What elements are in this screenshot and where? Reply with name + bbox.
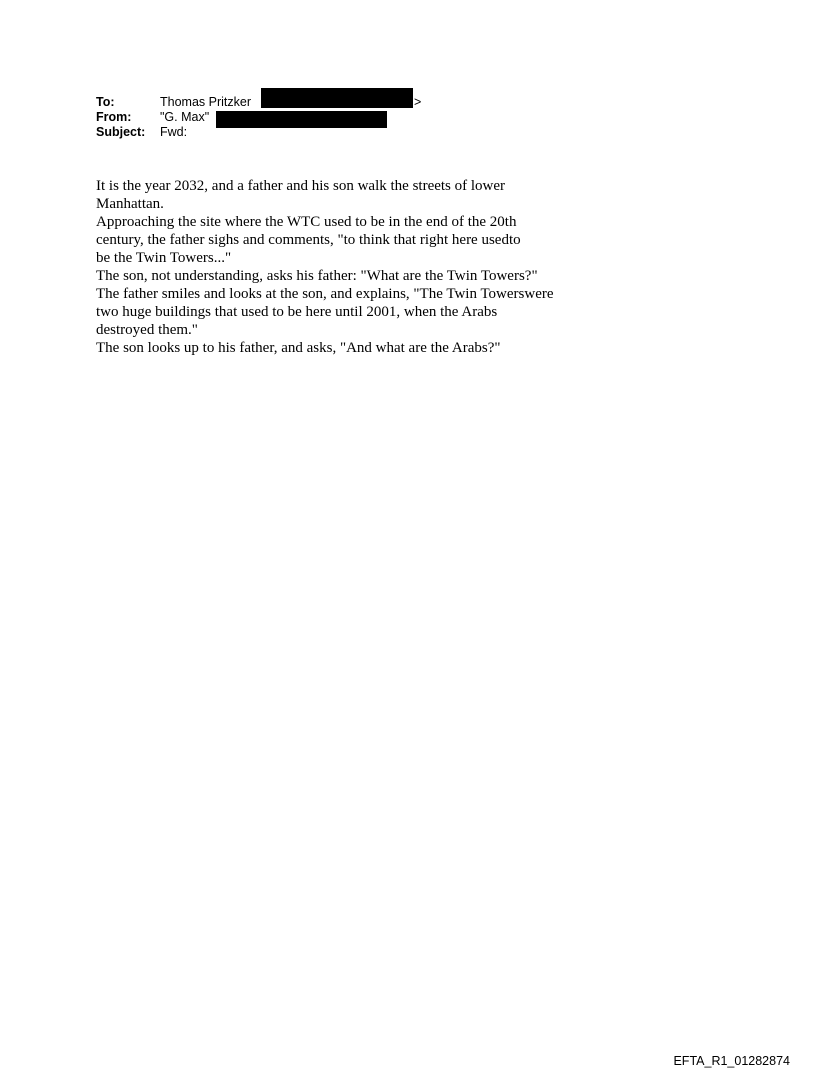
to-trailing: > [414,95,422,109]
body-line: It is the year 2032, and a father and his son walk the streets of lower [96,178,506,194]
document-id: EFTA_R1_01282874 [673,1054,790,1068]
body-line: destroyed them." [96,322,198,338]
redaction-box [216,111,387,128]
from-label: From: [96,110,132,124]
body-line: two huge buildings that used to be here until 2001, when the Arabs [96,304,498,320]
body-line: be the Twin Towers..." [96,250,232,266]
body-line: The son, not understanding, asks his father: "What are the Twin Towers?" [96,268,538,284]
email-body [96,177,616,357]
body-line: The father smiles and looks at the son, and explains, "The Twin Towerswere [96,286,554,302]
body-line: Approaching the site where the WTC used to be in the end of the 20th [96,214,517,230]
body-line: Manhattan. [96,196,164,212]
body-line: The son looks up to his father, and asks, "And what are the Arabs?" [96,340,501,356]
body-line: century, the father sighs and comments, "to think that right here usedto [96,232,521,248]
to-label: To: [96,95,115,109]
subject-value: Fwd: [160,125,188,139]
redaction-box [261,88,413,108]
from-value: "G. Max" [160,110,210,124]
to-value: Thomas Pritzker [160,95,251,109]
subject-label: Subject: [96,125,146,139]
